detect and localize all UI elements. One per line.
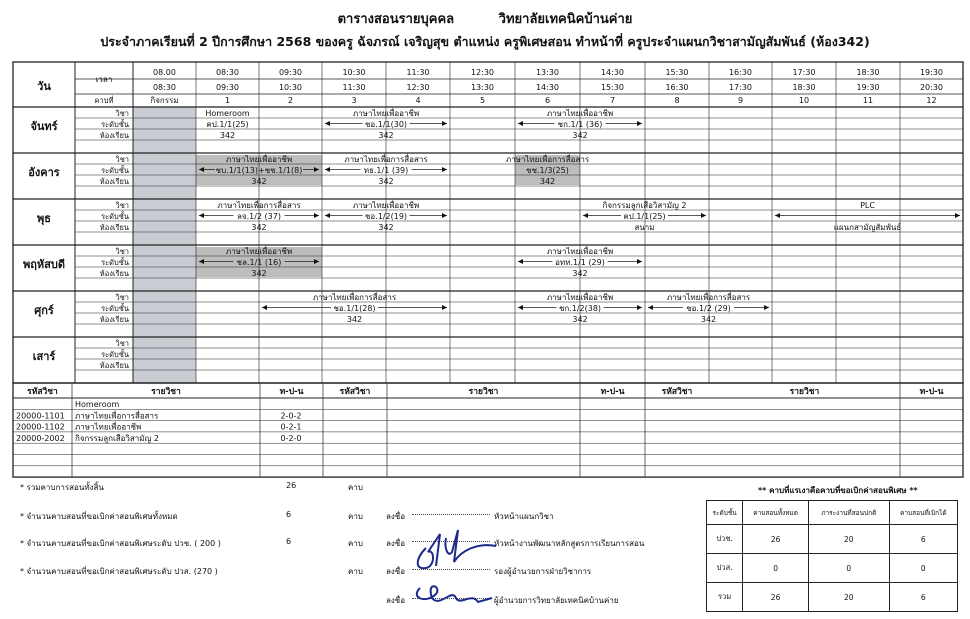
- day-label: ศุกร์: [34, 304, 54, 317]
- time-end: 15:30: [600, 83, 625, 92]
- class-level: ชอ.1/2 (29): [686, 304, 731, 313]
- row-label: ระดับชั้น: [101, 166, 129, 175]
- sign-word: ลงชื่อ: [386, 567, 406, 576]
- summary-cell: 6: [889, 525, 957, 554]
- footer-note-unit: คาบ: [348, 483, 363, 492]
- class-subject: ภาษาไทยเพื่ออาชีพ: [546, 293, 614, 302]
- class-level: ทธ.1/1 (39): [363, 166, 409, 175]
- summary-header-cell: ภาระงานที่สอนปกติ: [808, 501, 889, 525]
- arrow-head-left: [325, 121, 330, 126]
- activity-label: กิจกรรม: [150, 96, 179, 105]
- summary-cell: 0: [889, 554, 957, 583]
- class-room: 342: [219, 131, 236, 140]
- period-number: 9: [737, 96, 744, 105]
- period-number: 10: [798, 96, 810, 105]
- time-start: 19:30: [919, 68, 944, 77]
- time-end: 08:30: [152, 83, 177, 92]
- course-code: 20000-1101: [16, 411, 65, 421]
- class-room: 342: [572, 269, 588, 278]
- period-number: 1: [224, 96, 231, 105]
- time-start: 17:30: [792, 68, 816, 77]
- course-header-code: รหัสวิชา: [27, 387, 58, 397]
- summary-row: [707, 525, 958, 554]
- course-name: ภาษาไทยเพื่อการสื่อสาร: [75, 411, 159, 421]
- row-label: ระดับชั้น: [101, 350, 129, 359]
- row-label: ระดับชั้น: [101, 258, 129, 267]
- arrow-head-left: [325, 213, 330, 218]
- signer-title: หัวหน้าแผนกวิชา: [494, 512, 554, 521]
- footer-note-value: 6: [286, 537, 292, 546]
- course-header-name: รายวิชา: [151, 387, 181, 397]
- class-room: 342: [378, 223, 394, 232]
- arrow-head-right: [637, 305, 642, 310]
- class-subject: ภาษาไทยเพื่ออาชีพ: [546, 247, 614, 256]
- class-subject: ภาษาไทยเพื่ออาชีพ: [225, 247, 293, 256]
- footer-note-value: 26: [286, 481, 297, 490]
- period-number: 12: [926, 96, 937, 105]
- class-room: สนาม: [634, 223, 655, 232]
- arrow-head-right: [442, 213, 447, 218]
- course-name: Homeroom: [75, 400, 120, 409]
- class-subject: กิจกรรมลูกเสือวิสามัญ 2: [602, 201, 687, 210]
- period-number: 4: [415, 96, 421, 105]
- footer-note-label: * รวมคาบการสอนทั้งสิ้น: [20, 483, 104, 492]
- class-level: อทท.1/1 (29): [555, 258, 605, 267]
- row-label: วิชา: [115, 155, 129, 164]
- time-end: 09:30: [215, 83, 240, 92]
- signer-title: รองผู้อำนวยการฝ่ายวิชาการ: [494, 567, 592, 576]
- time-end: 14:30: [535, 83, 560, 92]
- summary-cell: 20: [808, 583, 889, 612]
- arrow-head-left: [325, 167, 330, 172]
- class-subject: ภาษาไทยเพื่ออาชีพ: [352, 109, 420, 118]
- time-end: 18:30: [792, 83, 816, 92]
- class-subject: PLC: [860, 201, 875, 210]
- time-start: 18:30: [856, 68, 880, 77]
- day-label: พุธ: [37, 212, 51, 225]
- arrow-head-left: [518, 259, 523, 264]
- period-number: 6: [544, 96, 551, 105]
- course-name: ภาษาไทยเพื่ออาชีพ: [75, 422, 142, 432]
- class-level: ชก.1/1 (36): [557, 120, 603, 129]
- course-name: กิจกรรมลูกเสือวิสามัญ 2: [75, 433, 159, 443]
- time-end: 17:30: [728, 83, 753, 92]
- time-start: 13:30: [535, 68, 560, 77]
- time-start: 09:30: [278, 68, 303, 77]
- class-level: ชอ.1/1(30): [364, 120, 408, 129]
- row-label: ห้องเรียน: [99, 131, 129, 140]
- arrow-head-right: [701, 213, 706, 218]
- course-tpn: 0-2-0: [280, 433, 302, 443]
- arrow-head-left: [648, 305, 653, 310]
- row-label: วิชา: [115, 247, 129, 256]
- class-level: ชบ.1/1(13)+ชช.1/1(8): [215, 166, 303, 175]
- class-room: 342: [378, 177, 394, 186]
- summary-table: [706, 500, 958, 612]
- summary-header-cell: ระดับชั้น: [707, 501, 743, 525]
- class-subject: ภาษาไทยเพื่อการสื่อสาร: [666, 293, 751, 302]
- handwritten-signature: [396, 508, 506, 618]
- class-subject: ภาษาไทยเพื่ออาชีพ: [546, 109, 614, 118]
- footer-note-label: * จำนวนคาบสอนที่ขอเบิกค่าสอนพิเศษระดับ ปวส. (270 ): [20, 567, 218, 576]
- arrow-head-right: [314, 213, 319, 218]
- day-label: จันทร์: [30, 120, 58, 133]
- time-end: 19:30: [856, 83, 880, 92]
- row-label: วิชา: [115, 201, 129, 210]
- class-subject: Homeroom: [205, 109, 250, 118]
- footer-note-label: * จำนวนคาบสอนที่ขอเบิกค่าสอนพิเศษระดับ ปวช. ( 200 ): [20, 539, 221, 548]
- row-label: ห้องเรียน: [99, 223, 129, 232]
- time-end: 12:30: [406, 83, 430, 92]
- arrow-head-right: [442, 305, 447, 310]
- day-label: อังคาร: [28, 166, 60, 179]
- row-label: ห้องเรียน: [99, 177, 129, 186]
- class-room: 342: [251, 223, 267, 232]
- class-room: 342: [572, 315, 588, 324]
- period-number: 3: [351, 96, 357, 105]
- row-label: วิชา: [115, 293, 129, 302]
- row-label: ห้องเรียน: [99, 269, 129, 278]
- corner-label: วัน: [37, 80, 51, 93]
- summary-cell: 0: [743, 554, 809, 583]
- document-subtitle: ประจำภาคเรียนที่ 2 ปีการศึกษา 2568 ของครู ฉัจภรณ์ เจริญสุข ตำแหน่ง ครูพิเศษสอน ทำหน้าที่ ครูประจำแผนกวิชาสามัญสัมพันธ์ (ห้อง342): [100, 34, 870, 49]
- time-label: เวลา: [95, 75, 113, 84]
- arrow-head-right: [442, 167, 447, 172]
- class-subject: ภาษาไทยเพื่อการสื่อสาร: [312, 293, 397, 302]
- arrow-head-right: [764, 305, 769, 310]
- arrow-head-left: [199, 213, 204, 218]
- class-level: คป.1/1(25): [206, 120, 249, 129]
- period-label: คาบที่: [94, 96, 114, 105]
- row-label: วิชา: [115, 339, 129, 348]
- time-end: 10:30: [278, 83, 303, 92]
- signer-title: หัวหน้างานพัฒนาหลักสูตรการเรียนการสอน: [494, 539, 645, 548]
- summary-title: ** คาบที่แรเงาคือคาบที่ขอเบิกค่าสอนพิเศษ **: [758, 486, 918, 495]
- period-number: 2: [287, 96, 294, 105]
- sign-word: ลงชื่อ: [386, 512, 406, 521]
- summary-cell: ปวส.: [707, 554, 743, 583]
- time-start: 16:30: [728, 68, 753, 77]
- course-header-name: รายวิชา: [789, 387, 820, 397]
- summary-cell: ปวช.: [707, 525, 743, 554]
- course-code: 20000-2002: [16, 433, 65, 443]
- course-header-tpn: ท-ป-น: [279, 387, 304, 397]
- time-start: 08:30: [215, 68, 240, 77]
- summary-header-cell: คาบสอนที่เบิกได้: [889, 501, 957, 525]
- footer-note-label: * จำนวนคาบสอนที่ขอเบิกค่าสอนพิเศษทั้งหมด: [20, 512, 178, 521]
- arrow-head-left: [583, 213, 588, 218]
- class-room: 342: [700, 315, 717, 324]
- time-start: 14:30: [600, 68, 625, 77]
- summary-cell: 26: [743, 583, 809, 612]
- row-label: ห้องเรียน: [99, 361, 129, 370]
- course-tpn: 2-0-2: [280, 411, 302, 421]
- day-label: เสาร์: [32, 350, 56, 363]
- summary-header-cell: คาบสอนทั้งหมด: [743, 501, 809, 525]
- period-number: 7: [609, 96, 616, 105]
- summary-header-row: [707, 501, 958, 525]
- course-tpn: 0-2-1: [280, 422, 302, 432]
- arrow-head-left: [262, 305, 267, 310]
- summary-cell: รวม: [707, 583, 743, 612]
- arrow-head-left: [518, 121, 523, 126]
- arrow-head-left: [518, 305, 523, 310]
- course-header-code: รหัสวิชา: [661, 387, 693, 397]
- row-label: ระดับชั้น: [101, 212, 129, 221]
- footer-note-value: 6: [286, 510, 292, 519]
- arrow-head-left: [775, 213, 780, 218]
- time-start: 11:30: [406, 68, 430, 77]
- row-label: ระดับชั้น: [101, 304, 129, 313]
- time-end: 20:30: [919, 83, 944, 92]
- class-level: คป.1/1(25): [623, 212, 666, 221]
- class-level: ชอ.1/1(28): [333, 304, 376, 313]
- class-room: 342: [572, 131, 588, 140]
- class-level: ชล.1/1 (16): [236, 258, 282, 267]
- summary-cell: 6: [889, 583, 957, 612]
- course-table-border: [13, 383, 963, 477]
- arrow-head-right: [442, 121, 447, 126]
- row-label: ห้องเรียน: [99, 315, 129, 324]
- summary-cell: 0: [808, 554, 889, 583]
- class-level: ชอ.1/2(19): [364, 212, 408, 221]
- course-header-code: รหัสวิชา: [339, 387, 371, 397]
- course-header-tpn: ท-ป-น: [919, 387, 944, 397]
- summary-row: [707, 583, 958, 612]
- title-left: ตารางสอนรายบุคคล: [337, 12, 455, 27]
- time-end: 11:30: [342, 83, 366, 92]
- course-code: 20000-1102: [16, 422, 65, 432]
- period-number: 8: [674, 96, 680, 105]
- summary-cell: 26: [743, 525, 809, 554]
- class-subject: ภาษาไทยเพื่อการสื่อสาร: [505, 155, 590, 164]
- summary-row: [707, 554, 958, 583]
- time-start: 12:30: [470, 68, 495, 77]
- time-end: 13:30: [470, 83, 495, 92]
- class-subject: ภาษาไทยเพื่อการสื่อสาร: [344, 155, 428, 164]
- class-room: 342: [539, 177, 556, 186]
- class-room: 342: [346, 315, 363, 324]
- class-room: 342: [378, 131, 394, 140]
- sign-word: ลงชื่อ: [386, 539, 406, 548]
- course-header-name: รายวิชา: [468, 387, 499, 397]
- row-label: วิชา: [115, 109, 129, 118]
- class-subject: ภาษาไทยเพื่ออาชีพ: [225, 155, 293, 164]
- day-label: พฤหัสบดี: [22, 258, 66, 271]
- course-header-tpn: ท-ป-น: [600, 387, 625, 397]
- time-start: 15:30: [665, 68, 689, 77]
- class-room: 342: [251, 269, 267, 278]
- footer-note-unit: คาบ: [348, 512, 363, 521]
- class-level: ชก.1/2(38): [558, 304, 602, 313]
- time-start: 10:30: [342, 68, 366, 77]
- class-level: ชช.1/3(25): [526, 166, 569, 175]
- title-right: วิทยาลัยเทคนิคบ้านค่าย: [498, 12, 633, 27]
- class-room: แผนกสามัญสัมพันธ์: [833, 223, 902, 232]
- period-number: 11: [862, 96, 874, 105]
- class-subject: ภาษาไทยเพื่ออาชีพ: [352, 201, 420, 210]
- class-level: ลจ.1/2 (37): [237, 212, 281, 221]
- time-start: 08.00: [153, 68, 176, 77]
- class-room: 342: [251, 177, 267, 186]
- class-subject: ภาษาไทยเพื่อการสื่อสาร: [217, 201, 301, 210]
- row-label: ระดับชั้น: [101, 120, 129, 129]
- arrow-head-right: [955, 213, 960, 218]
- signer-title: ผู้อำนวยการวิทยาลัยเทคนิคบ้านค่าย: [494, 596, 619, 605]
- footer-note-unit: คาบ: [348, 567, 363, 576]
- summary-cell: 20: [808, 525, 889, 554]
- arrow-head-right: [637, 121, 642, 126]
- sign-word: ลงชื่อ: [386, 596, 406, 605]
- arrow-head-right: [637, 259, 642, 264]
- time-end: 16:30: [665, 83, 689, 92]
- period-number: 5: [479, 96, 486, 105]
- footer-note-unit: คาบ: [348, 539, 363, 548]
